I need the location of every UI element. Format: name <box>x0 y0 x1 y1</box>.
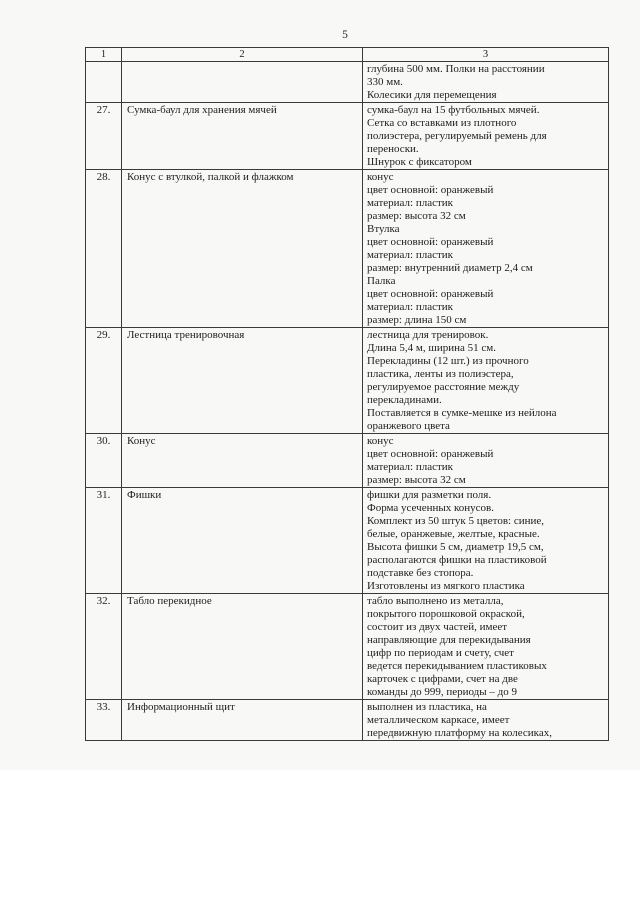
description-line: лестница для тренировок. <box>367 329 489 341</box>
description-line: Палка <box>367 275 396 287</box>
description-line: металлическом каркасе, имеет <box>367 714 510 726</box>
item-description <box>363 62 609 103</box>
description-line: размер: внутренний диаметр 2,4 см <box>367 262 533 274</box>
description-line: Колесики для перемещения <box>367 89 497 101</box>
description-line: цвет основной: оранжевый <box>367 448 494 460</box>
item-name: Сумка-баул для хранения мячей <box>122 103 363 170</box>
description-line: покрытого порошковой окраской, <box>367 608 525 620</box>
description-line: материал: пластик <box>367 249 454 261</box>
description-line: располагаются фишки на пластиковой <box>367 554 547 566</box>
description-line: ведется перекидыванием пластиковых <box>367 660 547 672</box>
table-row <box>86 434 609 488</box>
description-line: Высота фишки 5 см, диаметр 19,5 см, <box>367 541 544 553</box>
description-line: переноски. <box>367 143 419 155</box>
row-number: 30. <box>86 434 122 488</box>
row-number: 29. <box>86 328 122 434</box>
description-line: цвет основной: оранжевый <box>367 236 494 248</box>
description-line: 330 мм. <box>367 76 403 88</box>
table-row <box>86 488 609 594</box>
description-line: полиэстера, регулируемый ремень для <box>367 130 547 142</box>
description-line: карточек с цифрами, счет на две <box>367 673 518 685</box>
description-line: Втулка <box>367 223 400 235</box>
table-row <box>86 700 609 741</box>
description-line: сумка-баул на 15 футбольных мячей. <box>367 104 540 116</box>
table-header-row <box>86 48 609 62</box>
description-line: Перекладины (12 шт.) из прочного <box>367 355 529 367</box>
table-row <box>86 103 609 170</box>
table-row <box>86 62 609 103</box>
description-line: Шнурок с фиксатором <box>367 156 472 168</box>
description-line: Изготовлены из мягкого пластика <box>367 580 525 592</box>
header-cell-1: 1 <box>86 48 122 62</box>
description-line: конус <box>367 435 394 447</box>
item-name: Конус с втулкой, палкой и флажком <box>122 170 363 328</box>
description-line: белые, оранжевые, желтые, красные. <box>367 528 540 540</box>
item-description <box>363 170 609 328</box>
row-number: 31. <box>86 488 122 594</box>
header-cell-2: 2 <box>122 48 363 62</box>
item-name: Конус <box>122 434 363 488</box>
description-line: материал: пластик <box>367 197 454 209</box>
description-line: табло выполнено из металла, <box>367 595 504 607</box>
description-line: цифр по периодам и счету, счет <box>367 647 514 659</box>
description-line: команды до 999, периоды – до 9 <box>367 686 517 698</box>
description-line: конус <box>367 171 394 183</box>
item-description <box>363 328 609 434</box>
row-number: 28. <box>86 170 122 328</box>
item-name <box>122 62 363 103</box>
description-line: выполнен из пластика, на <box>367 701 487 713</box>
description-line: размер: длина 150 см <box>367 314 467 326</box>
header-cell-3: 3 <box>363 48 609 62</box>
description-line: материал: пластик <box>367 301 454 313</box>
row-number: 27. <box>86 103 122 170</box>
description-line: пластика, ленты из полиэстера, <box>367 368 514 380</box>
description-line: Сетка со вставками из плотного <box>367 117 517 129</box>
description-line: оранжевого цвета <box>367 420 450 432</box>
description-line: состоит из двух частей, имеет <box>367 621 508 633</box>
description-line: передвижную платформу на колесиках, <box>367 727 552 739</box>
description-line: глубина 500 мм. Полки на расстоянии <box>367 63 545 75</box>
item-name: Табло перекидное <box>122 594 363 700</box>
item-name: Фишки <box>122 488 363 594</box>
description-line: цвет основной: оранжевый <box>367 184 494 196</box>
table-row <box>86 170 609 328</box>
description-line: Длина 5,4 м, ширина 51 см. <box>367 342 496 354</box>
item-name: Лестница тренировочная <box>122 328 363 434</box>
description-line: регулируемое расстояние между <box>367 381 520 393</box>
description-line: Форма усеченных конусов. <box>367 502 494 514</box>
description-line: направляющие для перекидывания <box>367 634 531 646</box>
item-description <box>363 594 609 700</box>
description-line: Поставляется в сумке-мешке из нейлона <box>367 407 557 419</box>
item-description <box>363 434 609 488</box>
description-line: Комплект из 50 штук 5 цветов: синие, <box>367 515 544 527</box>
equipment-table <box>85 47 609 741</box>
description-line: перекладинами. <box>367 394 442 406</box>
row-number <box>86 62 122 103</box>
item-description <box>363 488 609 594</box>
page-number: 5 <box>342 29 348 41</box>
row-number: 32. <box>86 594 122 700</box>
item-name: Информационный щит <box>122 700 363 741</box>
description-line: размер: высота 32 см <box>367 210 466 222</box>
table-row <box>86 328 609 434</box>
description-line: материал: пластик <box>367 461 454 473</box>
description-line: цвет основной: оранжевый <box>367 288 494 300</box>
row-number: 33. <box>86 700 122 741</box>
description-line: подставке без стопора. <box>367 567 474 579</box>
item-description <box>363 103 609 170</box>
description-line: фишки для разметки поля. <box>367 489 492 501</box>
item-description <box>363 700 609 741</box>
description-line: размер: высота 32 см <box>367 474 466 486</box>
table-row <box>86 594 609 700</box>
